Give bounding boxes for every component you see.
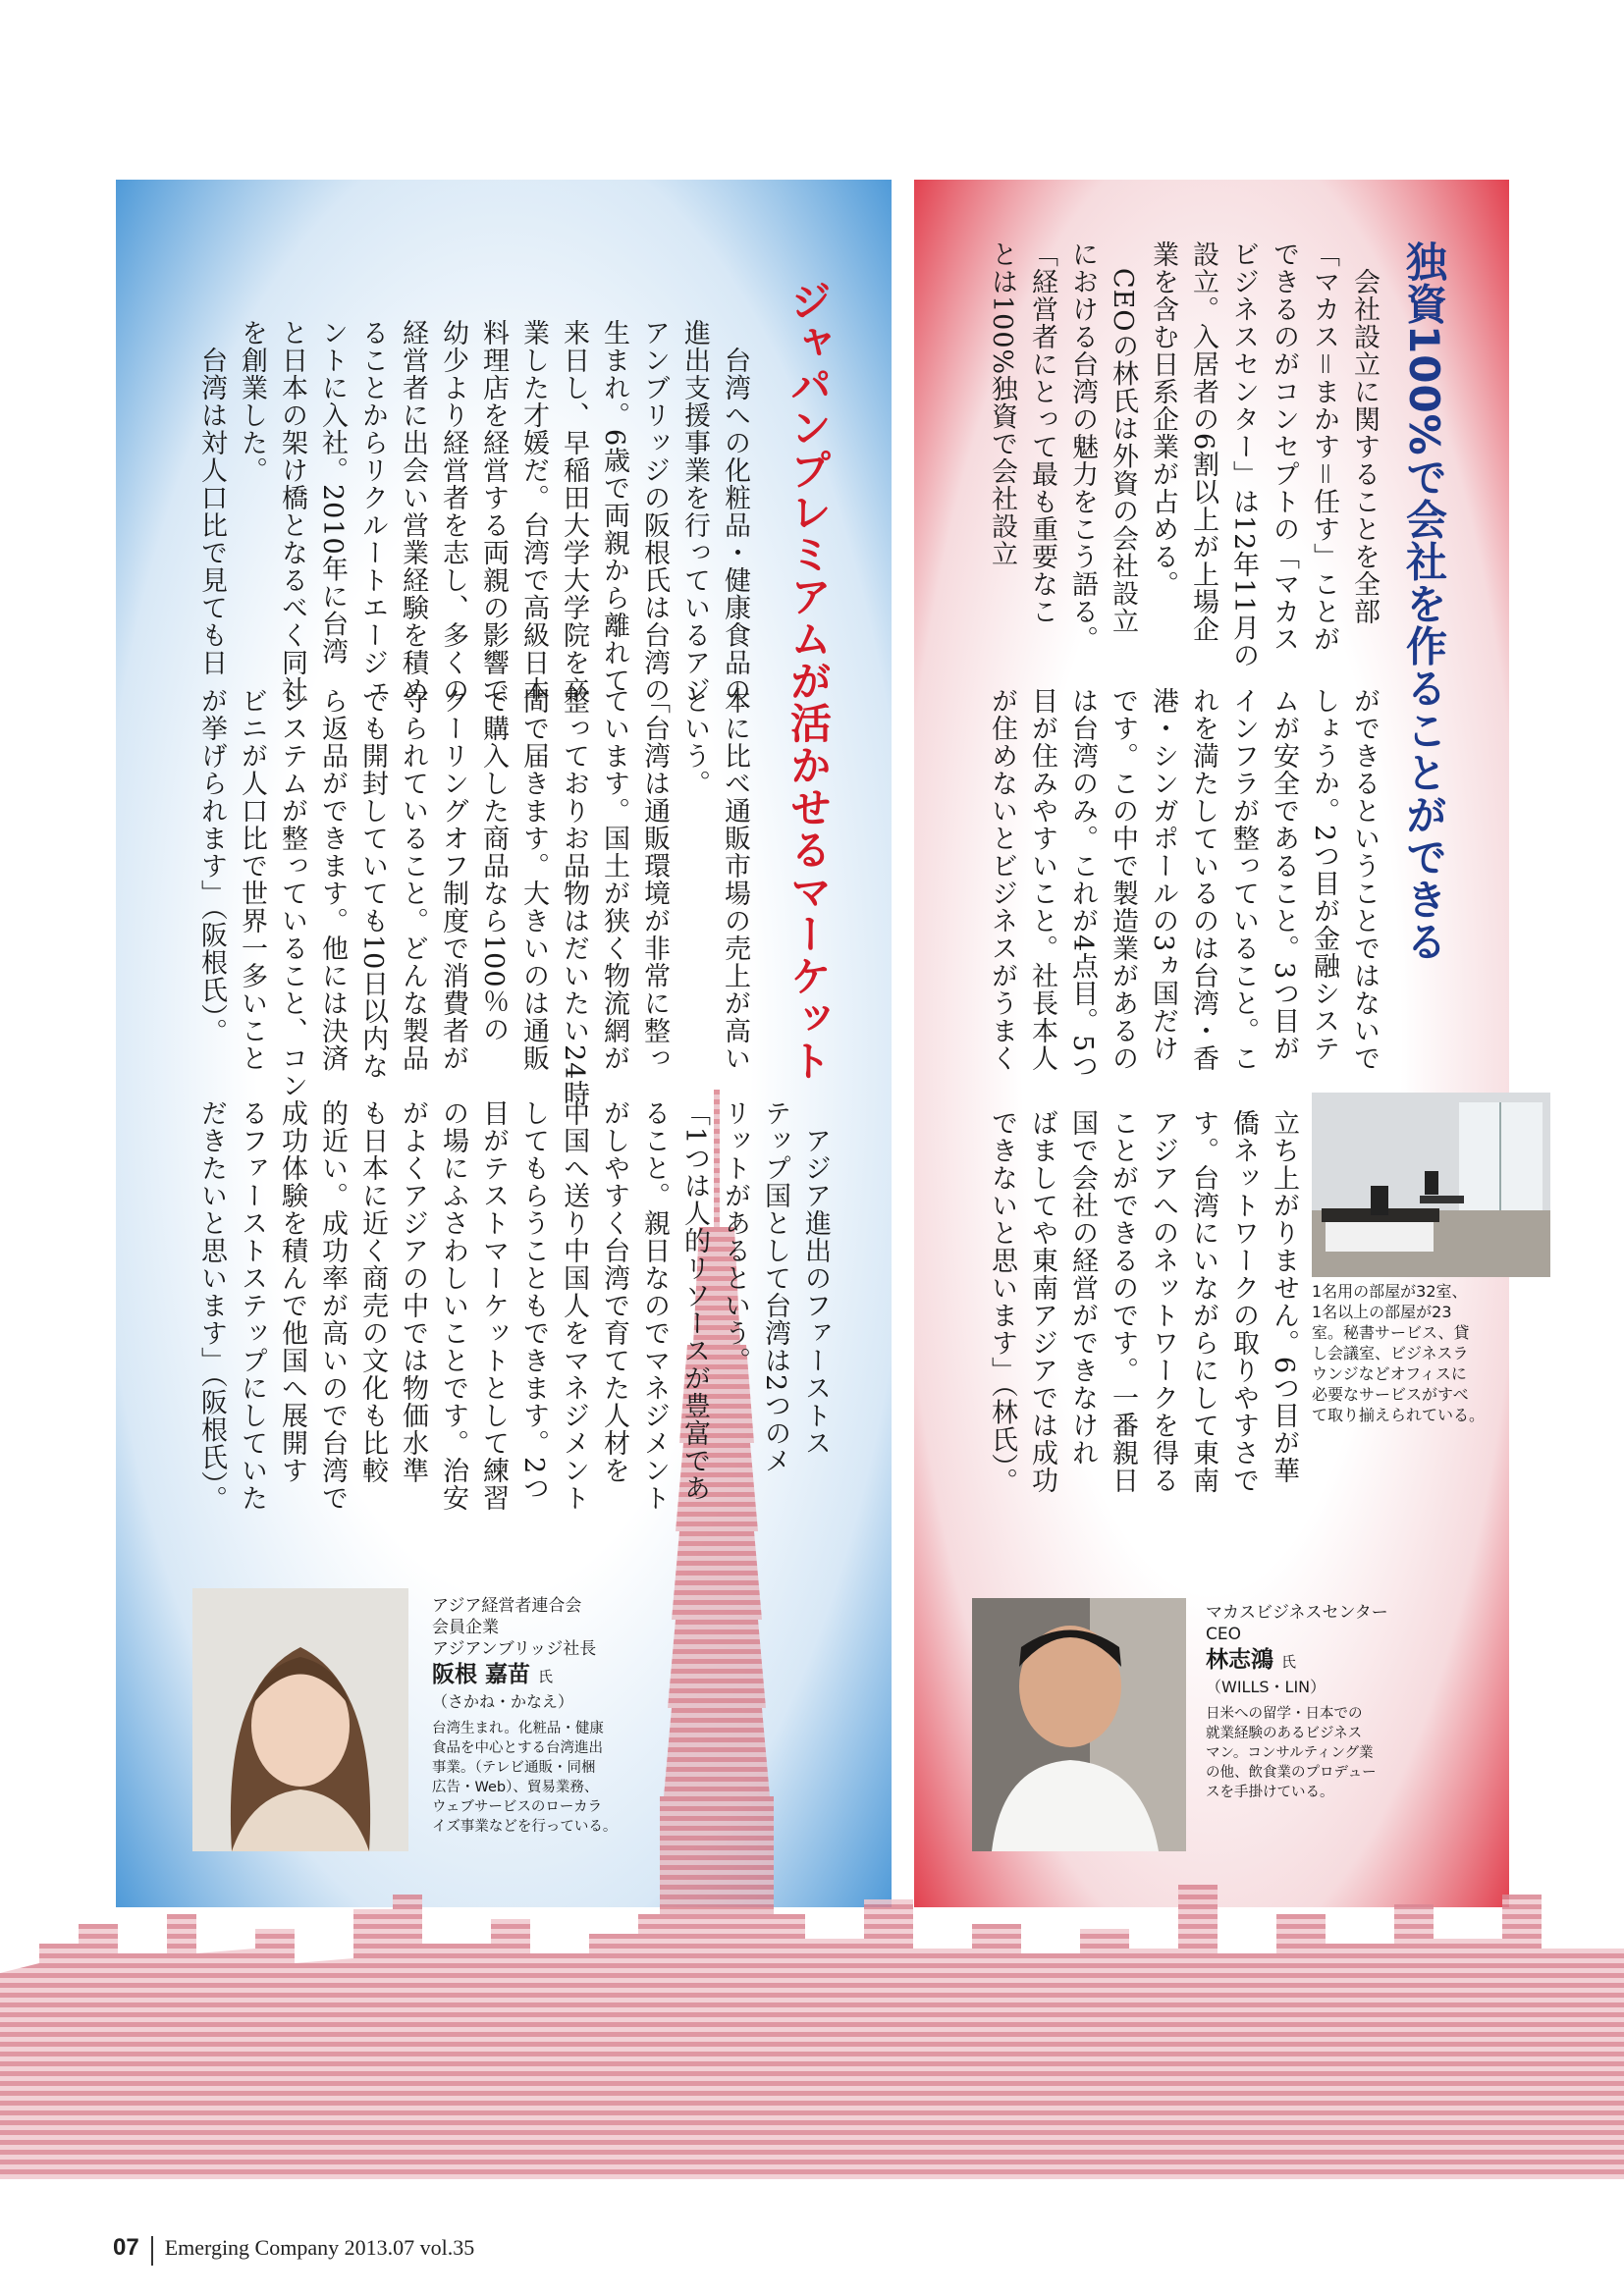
text-line: が挙げられます」（阪根氏）。	[196, 687, 227, 1045]
sakane-name-line	[432, 1660, 617, 1691]
lin-description	[1206, 1704, 1388, 1802]
caption-line: ウンジなどオフィスに	[1312, 1364, 1467, 1383]
text-line: ています。国土が狭く物流網が	[599, 687, 629, 1072]
text-line: 業を含む日系企業が占める。	[1148, 240, 1178, 598]
left-article-heading: ジャパンプレミアムが活かせるマーケット	[785, 280, 833, 1082]
text-line: 「台湾は通販環境が非常に整っ	[639, 687, 670, 1072]
text-line: 設立。入居者の6割以上が上場企	[1188, 240, 1218, 644]
text-line: アジアへのネットワークを得る	[1148, 1109, 1178, 1494]
text-line: 目が住みやすいこと。社長本人	[1027, 687, 1057, 1072]
text-line: 国で会社の経営ができなけれ	[1067, 1109, 1098, 1467]
sakane-description	[432, 1719, 617, 1837]
sakane-member: 会員企業	[432, 1618, 499, 1637]
lin-portrait-photo	[972, 1598, 1186, 1851]
text-line: でも開封していても10日以内な	[357, 687, 388, 1081]
text-line: における台湾の魅力をこう語る。	[1067, 240, 1098, 653]
text-line: アンブリッジの阪根氏は台湾の	[639, 319, 670, 704]
desc-line: 台湾生まれ。化粧品・健康	[432, 1721, 604, 1736]
page-number: 07	[113, 2234, 139, 2261]
text-line: 立ち上がりません。6つ目が華	[1269, 1109, 1299, 1485]
text-line: 港・シンガポールの3ヵ国だけ	[1148, 687, 1178, 1063]
text-line: です。この中で製造業があるの	[1108, 687, 1138, 1072]
text-line: リットがあるという。	[720, 1099, 750, 1374]
caption-line: 必要なサービスがすべ	[1312, 1385, 1469, 1404]
caption-line: て取り揃えられている。	[1312, 1406, 1486, 1424]
right-article-heading: 独資100%で会社を作ることができる	[1400, 240, 1448, 963]
text-line: 台湾への化粧品・健康食品の	[720, 319, 750, 704]
text-line: できるのがコンセプトの「マカス	[1269, 240, 1299, 653]
text-line: 幼少より経営者を志し、多くの	[438, 319, 468, 704]
text-line: 業した才媛だ。台湾で高級日本	[518, 319, 549, 704]
text-line: してもらうこともできます。2つ	[518, 1099, 549, 1503]
lin-name: 林志鴻	[1206, 1647, 1273, 1673]
text-line: できないと思います」（林氏）。	[987, 1109, 1017, 1495]
desc-line: スを手掛けている。	[1206, 1785, 1334, 1800]
lin-title: CEO	[1206, 1625, 1241, 1644]
text-line: テップ国として台湾は2つのメ	[760, 1099, 790, 1475]
text-line: 「マカス＝まかす＝任す」ことが	[1309, 240, 1339, 653]
text-line: す。台湾にいながらにして東南	[1188, 1109, 1218, 1494]
lin-company: マカスビジネスセンター	[1206, 1603, 1388, 1623]
text-line: がしやすく台湾で育てた人材を	[599, 1099, 629, 1484]
office-photo-image	[1312, 1093, 1550, 1277]
desc-line: イズ事業などを行っている。	[432, 1819, 618, 1835]
footer-divider	[151, 2236, 153, 2266]
desc-line: の他、飲食業のプロデュー	[1206, 1765, 1377, 1781]
text-line: で購入した商品なら100％の	[478, 687, 509, 1043]
desc-line: 就業経験のあるビジネス	[1206, 1726, 1363, 1741]
text-line: 成功体験を積んで他国へ展開す	[277, 1099, 307, 1484]
page-footer	[113, 2234, 474, 2266]
caption-line: 1名用の部屋が32室、	[1312, 1282, 1468, 1301]
text-line: 守られていること。どんな製品	[398, 687, 428, 1072]
text-line: クーリングオフ制度で消費者が	[438, 687, 468, 1072]
text-line: の場にふさわしいことです。治安	[438, 1099, 468, 1512]
text-line: ることからリクルートエージェ	[357, 319, 388, 704]
right-article-body-col3	[982, 1109, 1304, 1495]
sakane-portrait-photo	[192, 1588, 408, 1851]
lin-portrait-image	[972, 1598, 1186, 1851]
sakane-honorific: 氏	[538, 1668, 554, 1685]
text-line: 来日し、早稲田大学大学院を卒	[559, 319, 589, 704]
text-line: 僑ネットワークの取りやすさで	[1228, 1109, 1259, 1494]
left-article-body-col1	[191, 319, 755, 704]
sakane-name: 阪根 嘉苗	[432, 1662, 531, 1687]
text-line: 進出支援事業を行っているアジ	[679, 319, 710, 704]
desc-line: 食品を中心とする台湾進出	[432, 1740, 603, 1756]
text-line: ビニが人口比で世界一多いこと	[237, 687, 267, 1072]
text-line: 台湾は対人口比で見ても日	[196, 319, 227, 676]
city-skyline-illustration	[0, 1855, 1624, 2179]
text-line: るファーストステップにしていた	[237, 1099, 267, 1512]
text-line: とは100%独資で会社設立	[987, 240, 1017, 568]
text-line: アジア進出のファーストス	[800, 1099, 831, 1457]
text-line: が住めないとビジネスがうまく	[987, 687, 1017, 1072]
sakane-reading: （さかね・かなえ）	[432, 1692, 574, 1711]
text-line: 料理店を経営する両親の影響で	[478, 319, 509, 704]
lin-name-line	[1206, 1645, 1388, 1677]
text-line: 「1つは人的リソースが豊富であ	[679, 1099, 710, 1503]
text-line: は台湾のみ。これが4点目。5つ	[1067, 687, 1098, 1081]
right-article-body-col1	[982, 240, 1384, 669]
text-line: ること。親日なのでマネジメント	[639, 1099, 670, 1512]
desc-line: ウェブサービスのローカラ	[432, 1799, 603, 1815]
text-line: れを満たしているのは台湾・香	[1188, 687, 1218, 1072]
text-line: 間で届きます。大きいのは通販	[518, 687, 549, 1072]
text-line: 経営者に出会い営業経験を積め	[398, 319, 428, 704]
text-line: ントに入社。2010年に台湾	[317, 319, 348, 666]
text-line: 会社設立に関することを全部	[1349, 240, 1380, 625]
left-article-body-col2	[191, 687, 755, 1107]
caption-line: 1名以上の部屋が23	[1312, 1303, 1452, 1321]
lin-honorific: 氏	[1281, 1653, 1297, 1671]
text-line: ムが安全であること。3つ目が	[1269, 687, 1299, 1063]
desc-line: 日米への留学・日本での	[1206, 1706, 1363, 1722]
text-line: ができるということではないで	[1349, 687, 1380, 1072]
text-line: ビジネスセンター」は12年11月の	[1228, 240, 1259, 669]
sakane-portrait-image	[192, 1588, 408, 1851]
text-line: インフラが整っていること。こ	[1228, 687, 1259, 1072]
text-line: 整っておりお品物はだいたい24時	[559, 687, 589, 1108]
sakane-company: アジアンブリッジ社長	[432, 1639, 597, 1659]
desc-line: マン。コンサルティング業	[1206, 1745, 1374, 1761]
text-line: と日本の架け橋となるべく同社	[277, 319, 307, 704]
publication-info: Emerging Company 2013.07 vol.35	[164, 2235, 475, 2260]
text-line: ら返品ができます。他には決済	[317, 687, 348, 1072]
text-line: システムが整っていること、コン	[277, 687, 307, 1099]
text-line: 「経営者にとって最も重要なこ	[1027, 240, 1057, 625]
text-line: 目がテストマーケットとして練習	[478, 1099, 509, 1512]
lin-profile	[1206, 1602, 1388, 1802]
text-line: CEOの林氏は外資の会社設立	[1108, 240, 1138, 635]
sakane-profile	[432, 1595, 617, 1837]
text-line: ことができるのです。一番親日	[1108, 1109, 1138, 1494]
text-line: 本に比べ通販市場の売上が高い	[720, 687, 750, 1072]
sakane-org: アジア経営者連合会	[432, 1596, 582, 1616]
text-line: しょうか。2つ目が金融システ	[1309, 687, 1339, 1063]
text-line: 中国へ送り中国人をマネジメント	[559, 1099, 589, 1512]
text-line: ばましてや東南アジアでは成功	[1027, 1109, 1057, 1494]
text-line: 生まれ。6歳で両親から離れて	[599, 319, 629, 695]
office-photo	[1312, 1093, 1550, 1277]
text-line: だきたいと思います」（阪根氏）。	[196, 1099, 227, 1513]
desc-line: 広告・Web）、貿易業務、	[432, 1780, 599, 1795]
caption-line: 室。秘書サービス、貸	[1312, 1323, 1470, 1342]
text-line: を創業した。	[237, 319, 267, 484]
text-line: という。	[679, 687, 710, 797]
left-article-body-col3	[191, 1099, 836, 1513]
text-line: がよくアジアの中では物価水準	[398, 1099, 428, 1484]
office-photo-caption	[1312, 1281, 1485, 1425]
text-line: 的近い。成功率が高いので台湾で	[317, 1099, 348, 1512]
caption-line: し会議室、ビジネスラ	[1312, 1344, 1469, 1362]
lin-reading: （WILLS・LIN）	[1206, 1678, 1326, 1696]
desc-line: 事業。（テレビ通販・同梱	[432, 1760, 596, 1776]
text-line: も日本に近く商売の文化も比較	[357, 1099, 388, 1484]
right-article-body-col2	[982, 687, 1384, 1080]
